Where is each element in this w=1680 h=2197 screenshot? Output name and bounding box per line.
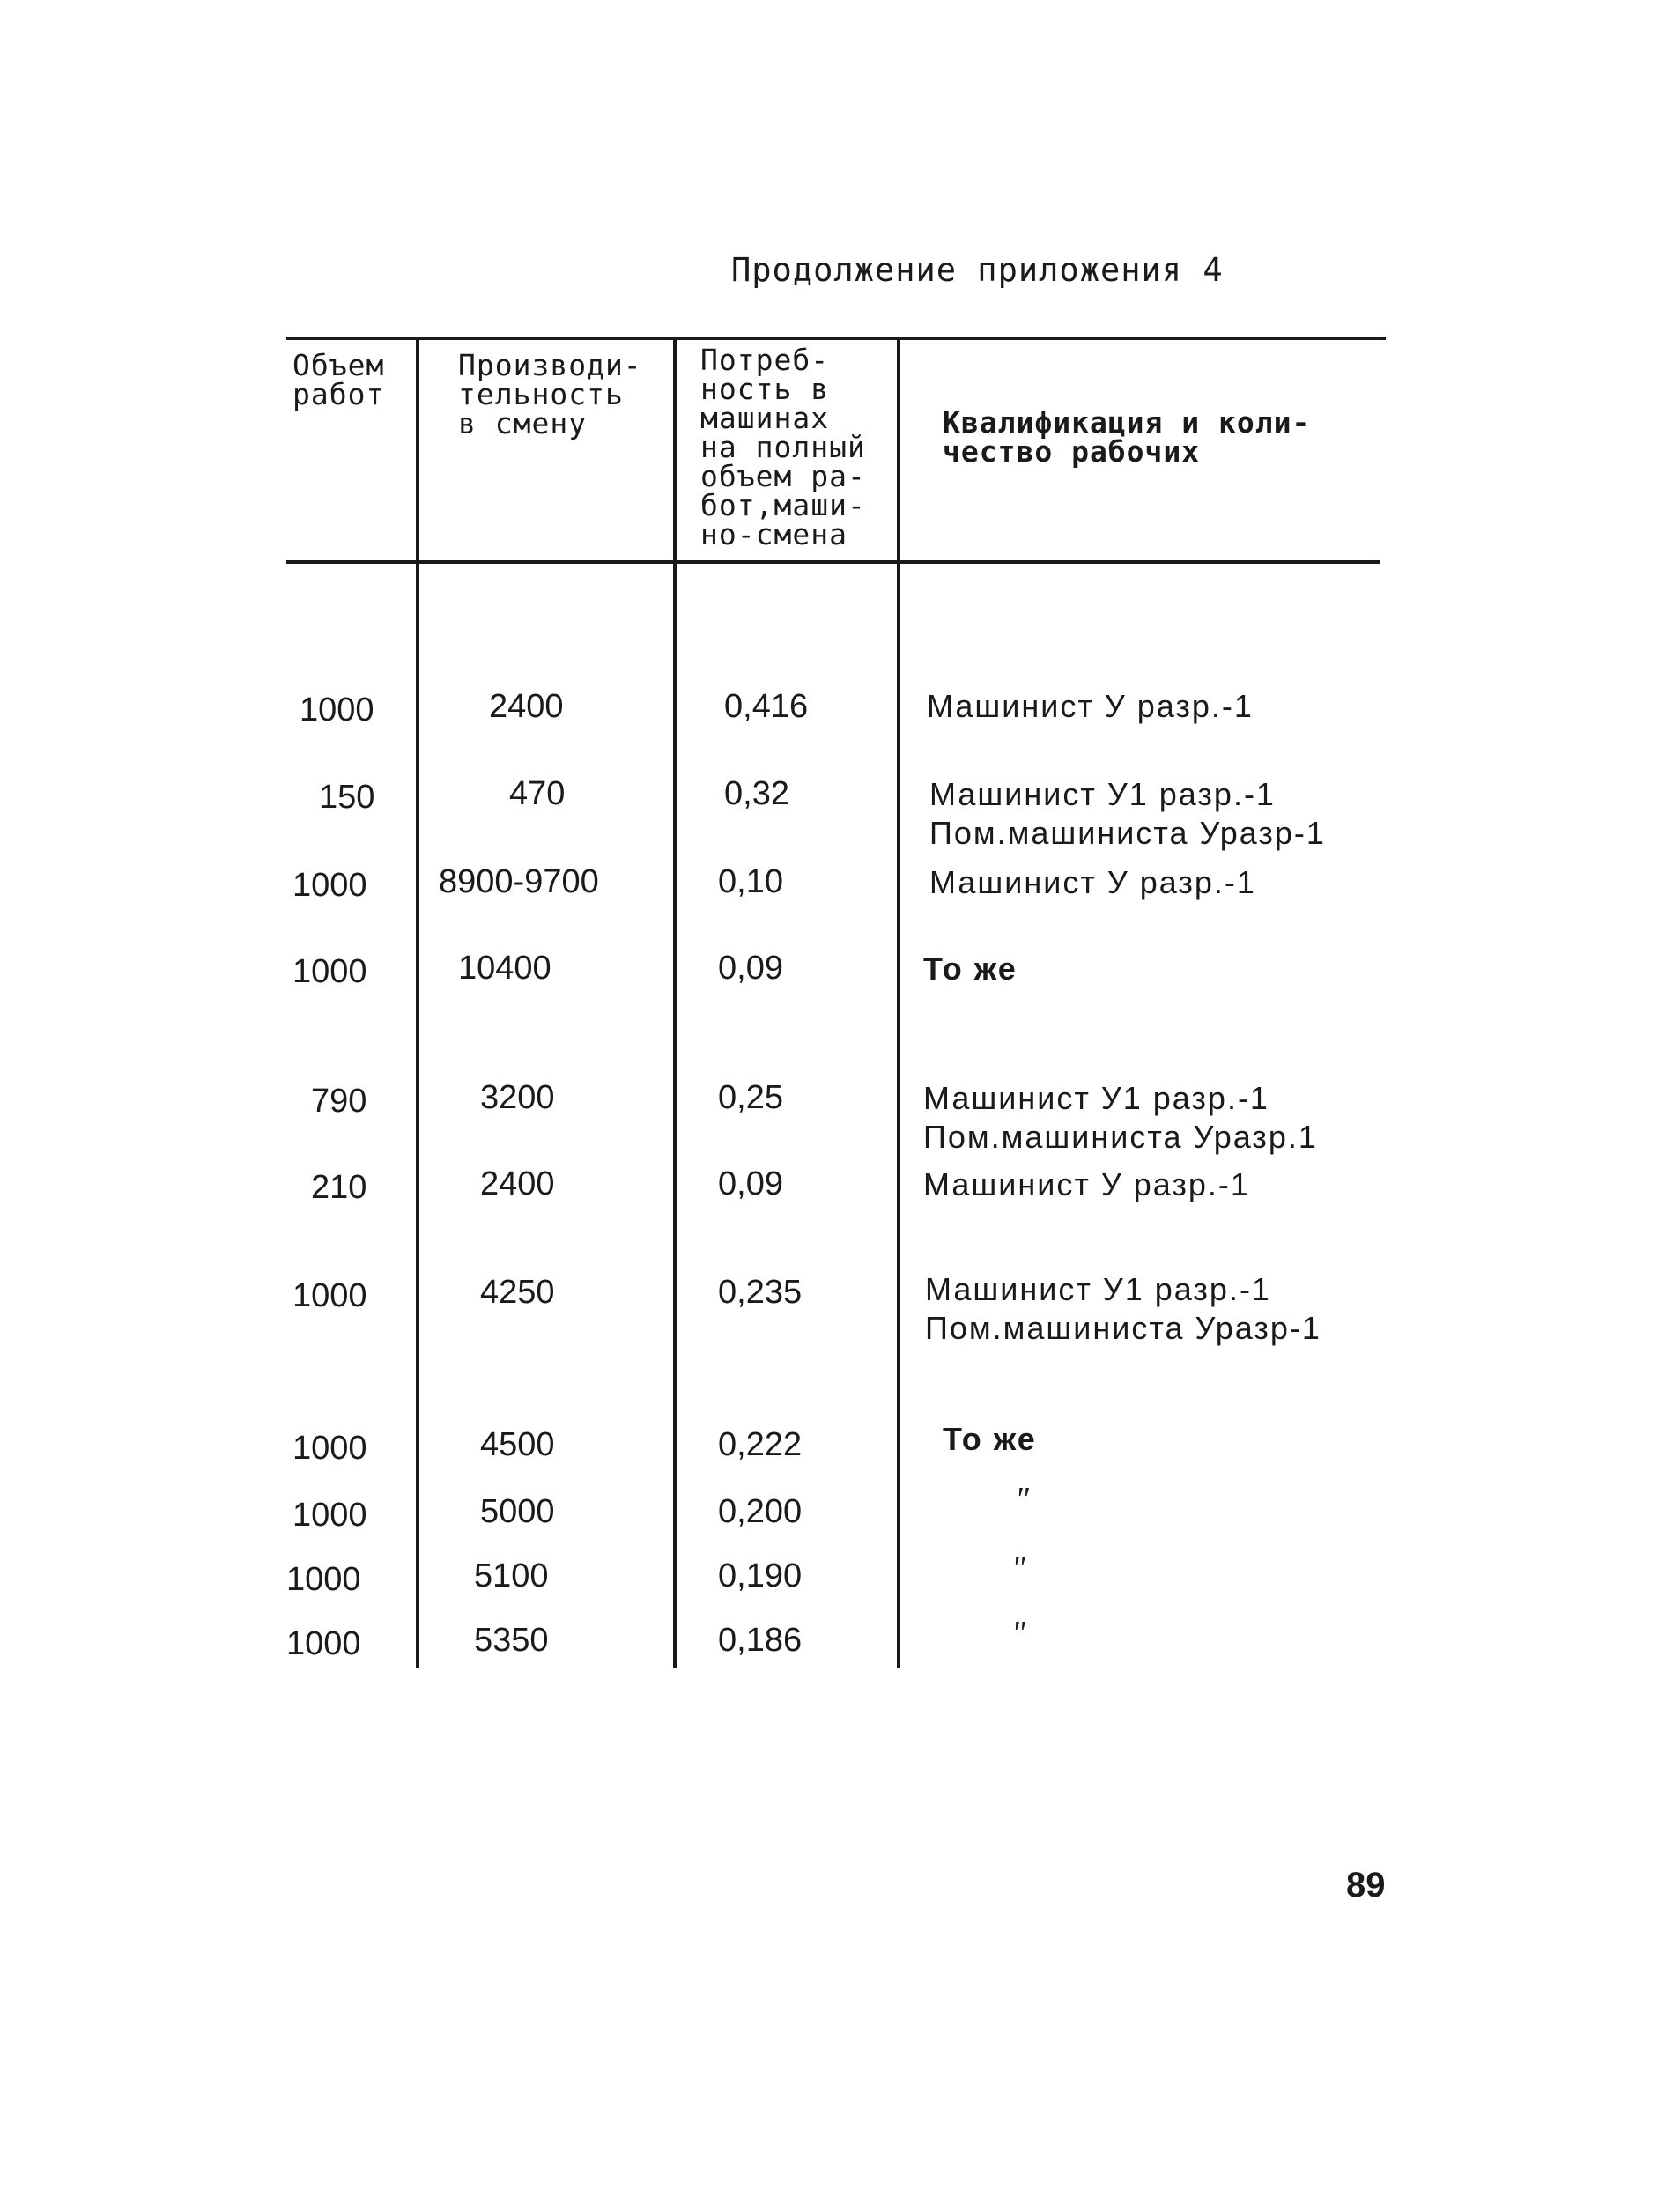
- table-cell-machine-need: 0,416: [724, 688, 809, 725]
- table-cell-productivity: 10400: [458, 950, 551, 987]
- table-cell-qualification: То же: [943, 1421, 1037, 1457]
- table-cell-machine-need: 0,186: [718, 1622, 803, 1659]
- table-cell-productivity: 8900-9700: [439, 863, 599, 900]
- table-cell-volume: 790: [311, 1083, 367, 1120]
- table-cell-volume: 1000: [286, 1625, 361, 1662]
- table-cell-qualification: Машинист У1 разр.-1 Пом.машиниста Уразр-1: [925, 1271, 1321, 1346]
- page-number: 89: [1346, 1866, 1386, 1905]
- table-cell-qualification: ": [1015, 1481, 1029, 1518]
- table-cell-volume: 1000: [292, 1430, 367, 1467]
- table-cell-volume: 1000: [286, 1561, 361, 1598]
- table-cell-qualification: Машинист У1 разр.-1 Пом.машиниста Уразр.1: [923, 1080, 1318, 1155]
- table-cell-volume: 1000: [292, 867, 367, 904]
- table-cell-productivity: 5000: [480, 1493, 555, 1530]
- table-cell-productivity: 4250: [480, 1274, 555, 1311]
- table-cell-volume: 210: [311, 1169, 367, 1206]
- table-cell-volume: 1000: [300, 692, 374, 729]
- table-cell-volume: 1000: [292, 1277, 367, 1314]
- table-cell-productivity: 4500: [480, 1426, 555, 1463]
- table-cell-machine-need: 0,09: [718, 1165, 783, 1202]
- table-cell-machine-need: 0,32: [724, 775, 789, 812]
- table-cell-productivity: 5100: [474, 1557, 549, 1594]
- table-cell-productivity: 3200: [480, 1079, 555, 1116]
- column-divider-2: [673, 337, 677, 1668]
- table-caption: Продолжение приложения 4: [731, 251, 1224, 289]
- header-machine-need: Потреб- ность в машинах на полный объем ра- бот,маши- но-смена: [700, 343, 866, 551]
- table-cell-productivity: 2400: [489, 688, 564, 725]
- table-cell-productivity: 5350: [474, 1622, 549, 1659]
- table-cell-qualification: Машинист У разр.-1: [929, 864, 1256, 900]
- column-divider-1: [416, 337, 419, 1668]
- table-cell-productivity: 470: [509, 775, 566, 812]
- table-cell-machine-need: 0,09: [718, 950, 783, 987]
- table-cell-qualification: ": [1011, 1615, 1025, 1652]
- table-top-rule: [286, 337, 1386, 340]
- table-cell-volume: 150: [319, 779, 375, 816]
- header-bottom-rule: [286, 560, 1380, 564]
- table-cell-machine-need: 0,190: [718, 1557, 803, 1594]
- table-cell-volume: 1000: [292, 953, 367, 990]
- header-qualification: Квалификация и коли- чество рабочих: [943, 405, 1311, 469]
- table-cell-machine-need: 0,10: [718, 863, 783, 900]
- table-cell-machine-need: 0,222: [718, 1426, 803, 1463]
- table-cell-productivity: 2400: [480, 1165, 555, 1202]
- header-productivity: Производи- тельность в смену: [458, 348, 642, 440]
- table-cell-machine-need: 0,25: [718, 1079, 783, 1116]
- table-cell-machine-need: 0,200: [718, 1493, 803, 1530]
- table-cell-qualification: Машинист У1 разр.-1 Пом.машиниста Уразр-1: [929, 776, 1326, 851]
- table-cell-qualification: ": [1011, 1550, 1025, 1587]
- header-volume: Объем работ: [292, 348, 385, 411]
- table-cell-volume: 1000: [292, 1497, 367, 1534]
- table-cell-machine-need: 0,235: [718, 1274, 803, 1311]
- table-cell-qualification: Машинист У разр.-1: [927, 688, 1254, 724]
- table-cell-qualification: Машинист У разр.-1: [923, 1166, 1250, 1202]
- table-cell-qualification: То же: [923, 951, 1018, 987]
- column-divider-3: [897, 337, 900, 1668]
